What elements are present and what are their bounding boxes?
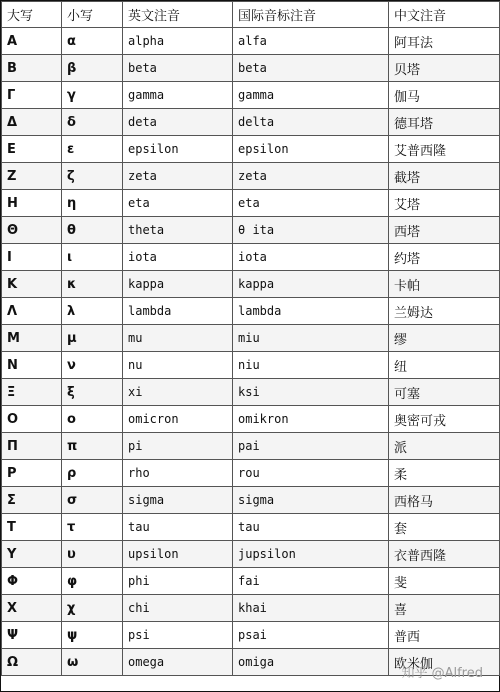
english-pronunciation-cell: gamma [123, 82, 233, 109]
table-row [2, 28, 500, 55]
lowercase-cell: θ [62, 217, 123, 244]
lowercase-cell: η [62, 190, 123, 217]
uppercase-cell: Γ [2, 82, 62, 109]
table-row [2, 487, 500, 514]
ipa-pronunciation-cell: niu [233, 352, 389, 379]
table-row [2, 82, 500, 109]
chinese-pronunciation-cell: 西塔 [389, 217, 500, 244]
english-pronunciation-cell: pi [123, 433, 233, 460]
uppercase-cell: Ψ [2, 622, 62, 649]
uppercase-cell: Β [2, 55, 62, 82]
ipa-pronunciation-cell: rou [233, 460, 389, 487]
header-chinese-pronunciation: 中文注音 [389, 2, 500, 28]
chinese-pronunciation-cell: 伽马 [389, 82, 500, 109]
table-row [2, 163, 500, 190]
ipa-pronunciation-cell: sigma [233, 487, 389, 514]
ipa-pronunciation-cell: pai [233, 433, 389, 460]
ipa-pronunciation-cell: fai [233, 568, 389, 595]
lowercase-cell: κ [62, 271, 123, 298]
chinese-pronunciation-cell: 奥密可戎 [389, 406, 500, 433]
uppercase-cell: Θ [2, 217, 62, 244]
english-pronunciation-cell: beta [123, 55, 233, 82]
chinese-pronunciation-cell: 普西 [389, 622, 500, 649]
uppercase-cell: Ζ [2, 163, 62, 190]
table-row [2, 460, 500, 487]
chinese-pronunciation-cell: 兰姆达 [389, 298, 500, 325]
chinese-pronunciation-cell: 欧米伽 [389, 649, 500, 676]
lowercase-cell: φ [62, 568, 123, 595]
uppercase-cell: Χ [2, 595, 62, 622]
english-pronunciation-cell: upsilon [123, 541, 233, 568]
chinese-pronunciation-cell: 卡帕 [389, 271, 500, 298]
ipa-pronunciation-cell: zeta [233, 163, 389, 190]
lowercase-cell: δ [62, 109, 123, 136]
chinese-pronunciation-cell: 贝塔 [389, 55, 500, 82]
uppercase-cell: Λ [2, 298, 62, 325]
ipa-pronunciation-cell: miu [233, 325, 389, 352]
chinese-pronunciation-cell: 截塔 [389, 163, 500, 190]
english-pronunciation-cell: omicron [123, 406, 233, 433]
chinese-pronunciation-cell: 艾普西隆 [389, 136, 500, 163]
uppercase-cell: Ο [2, 406, 62, 433]
uppercase-cell: Κ [2, 271, 62, 298]
uppercase-cell: Ξ [2, 379, 62, 406]
lowercase-cell: ξ [62, 379, 123, 406]
table-row [2, 406, 500, 433]
lowercase-cell: α [62, 28, 123, 55]
lowercase-cell: γ [62, 82, 123, 109]
header-ipa-pronunciation: 国际音标注音 [233, 2, 389, 28]
lowercase-cell: τ [62, 514, 123, 541]
lowercase-cell: ι [62, 244, 123, 271]
uppercase-cell: Α [2, 28, 62, 55]
table-body [2, 28, 500, 676]
table-row [2, 136, 500, 163]
table-row [2, 244, 500, 271]
ipa-pronunciation-cell: ksi [233, 379, 389, 406]
chinese-pronunciation-cell: 衣普西隆 [389, 541, 500, 568]
table-row [2, 109, 500, 136]
chinese-pronunciation-cell: 纽 [389, 352, 500, 379]
english-pronunciation-cell: eta [123, 190, 233, 217]
english-pronunciation-cell: phi [123, 568, 233, 595]
chinese-pronunciation-cell: 缪 [389, 325, 500, 352]
header-lowercase: 小写 [62, 2, 123, 28]
uppercase-cell: Ι [2, 244, 62, 271]
ipa-pronunciation-cell: lambda [233, 298, 389, 325]
uppercase-cell: Ω [2, 649, 62, 676]
chinese-pronunciation-cell: 柔 [389, 460, 500, 487]
ipa-pronunciation-cell: gamma [233, 82, 389, 109]
english-pronunciation-cell: xi [123, 379, 233, 406]
uppercase-cell: Π [2, 433, 62, 460]
header-uppercase: 大写 [2, 2, 62, 28]
english-pronunciation-cell: rho [123, 460, 233, 487]
ipa-pronunciation-cell: iota [233, 244, 389, 271]
english-pronunciation-cell: iota [123, 244, 233, 271]
lowercase-cell: β [62, 55, 123, 82]
ipa-pronunciation-cell: jupsilon [233, 541, 389, 568]
ipa-pronunciation-cell: eta [233, 190, 389, 217]
uppercase-cell: Η [2, 190, 62, 217]
table-row [2, 55, 500, 82]
lowercase-cell: ψ [62, 622, 123, 649]
chinese-pronunciation-cell: 套 [389, 514, 500, 541]
english-pronunciation-cell: epsilon [123, 136, 233, 163]
table-row [2, 298, 500, 325]
table-row [2, 433, 500, 460]
chinese-pronunciation-cell: 约塔 [389, 244, 500, 271]
table-row [2, 379, 500, 406]
table-row [2, 541, 500, 568]
lowercase-cell: λ [62, 298, 123, 325]
uppercase-cell: Φ [2, 568, 62, 595]
ipa-pronunciation-cell: beta [233, 55, 389, 82]
ipa-pronunciation-cell: psai [233, 622, 389, 649]
english-pronunciation-cell: lambda [123, 298, 233, 325]
table-row [2, 271, 500, 298]
lowercase-cell: ν [62, 352, 123, 379]
ipa-pronunciation-cell: alfa [233, 28, 389, 55]
english-pronunciation-cell: omega [123, 649, 233, 676]
table-row [2, 190, 500, 217]
header-english-pronunciation: 英文注音 [123, 2, 233, 28]
english-pronunciation-cell: kappa [123, 271, 233, 298]
chinese-pronunciation-cell: 派 [389, 433, 500, 460]
english-pronunciation-cell: nu [123, 352, 233, 379]
ipa-pronunciation-cell: epsilon [233, 136, 389, 163]
lowercase-cell: σ [62, 487, 123, 514]
lowercase-cell: υ [62, 541, 123, 568]
table-header-row [2, 2, 500, 28]
ipa-pronunciation-cell: khai [233, 595, 389, 622]
uppercase-cell: Μ [2, 325, 62, 352]
uppercase-cell: Υ [2, 541, 62, 568]
ipa-pronunciation-cell: kappa [233, 271, 389, 298]
english-pronunciation-cell: theta [123, 217, 233, 244]
english-pronunciation-cell: alpha [123, 28, 233, 55]
uppercase-cell: Ν [2, 352, 62, 379]
table-row [2, 622, 500, 649]
chinese-pronunciation-cell: 喜 [389, 595, 500, 622]
watermark: 知乎 @Alfred [401, 666, 483, 681]
english-pronunciation-cell: mu [123, 325, 233, 352]
chinese-pronunciation-cell: 德耳塔 [389, 109, 500, 136]
greek-alphabet-table [1, 1, 500, 676]
chinese-pronunciation-cell: 阿耳法 [389, 28, 500, 55]
lowercase-cell: μ [62, 325, 123, 352]
chinese-pronunciation-cell: 可塞 [389, 379, 500, 406]
lowercase-cell: ο [62, 406, 123, 433]
lowercase-cell: χ [62, 595, 123, 622]
table-row [2, 325, 500, 352]
chinese-pronunciation-cell: 斐 [389, 568, 500, 595]
english-pronunciation-cell: psi [123, 622, 233, 649]
uppercase-cell: Δ [2, 109, 62, 136]
lowercase-cell: ω [62, 649, 123, 676]
table-row [2, 568, 500, 595]
uppercase-cell: Σ [2, 487, 62, 514]
table-row [2, 595, 500, 622]
ipa-pronunciation-cell: θ ita [233, 217, 389, 244]
english-pronunciation-cell: sigma [123, 487, 233, 514]
lowercase-cell: ζ [62, 163, 123, 190]
ipa-pronunciation-cell: omikron [233, 406, 389, 433]
english-pronunciation-cell: tau [123, 514, 233, 541]
lowercase-cell: π [62, 433, 123, 460]
english-pronunciation-cell: chi [123, 595, 233, 622]
uppercase-cell: Ρ [2, 460, 62, 487]
english-pronunciation-cell: zeta [123, 163, 233, 190]
table-row [2, 514, 500, 541]
chinese-pronunciation-cell: 西格马 [389, 487, 500, 514]
uppercase-cell: Τ [2, 514, 62, 541]
lowercase-cell: ρ [62, 460, 123, 487]
table-row [2, 217, 500, 244]
english-pronunciation-cell: deta [123, 109, 233, 136]
table-row [2, 352, 500, 379]
lowercase-cell: ε [62, 136, 123, 163]
ipa-pronunciation-cell: delta [233, 109, 389, 136]
uppercase-cell: Ε [2, 136, 62, 163]
chinese-pronunciation-cell: 艾塔 [389, 190, 500, 217]
ipa-pronunciation-cell: omiga [233, 649, 389, 676]
ipa-pronunciation-cell: tau [233, 514, 389, 541]
